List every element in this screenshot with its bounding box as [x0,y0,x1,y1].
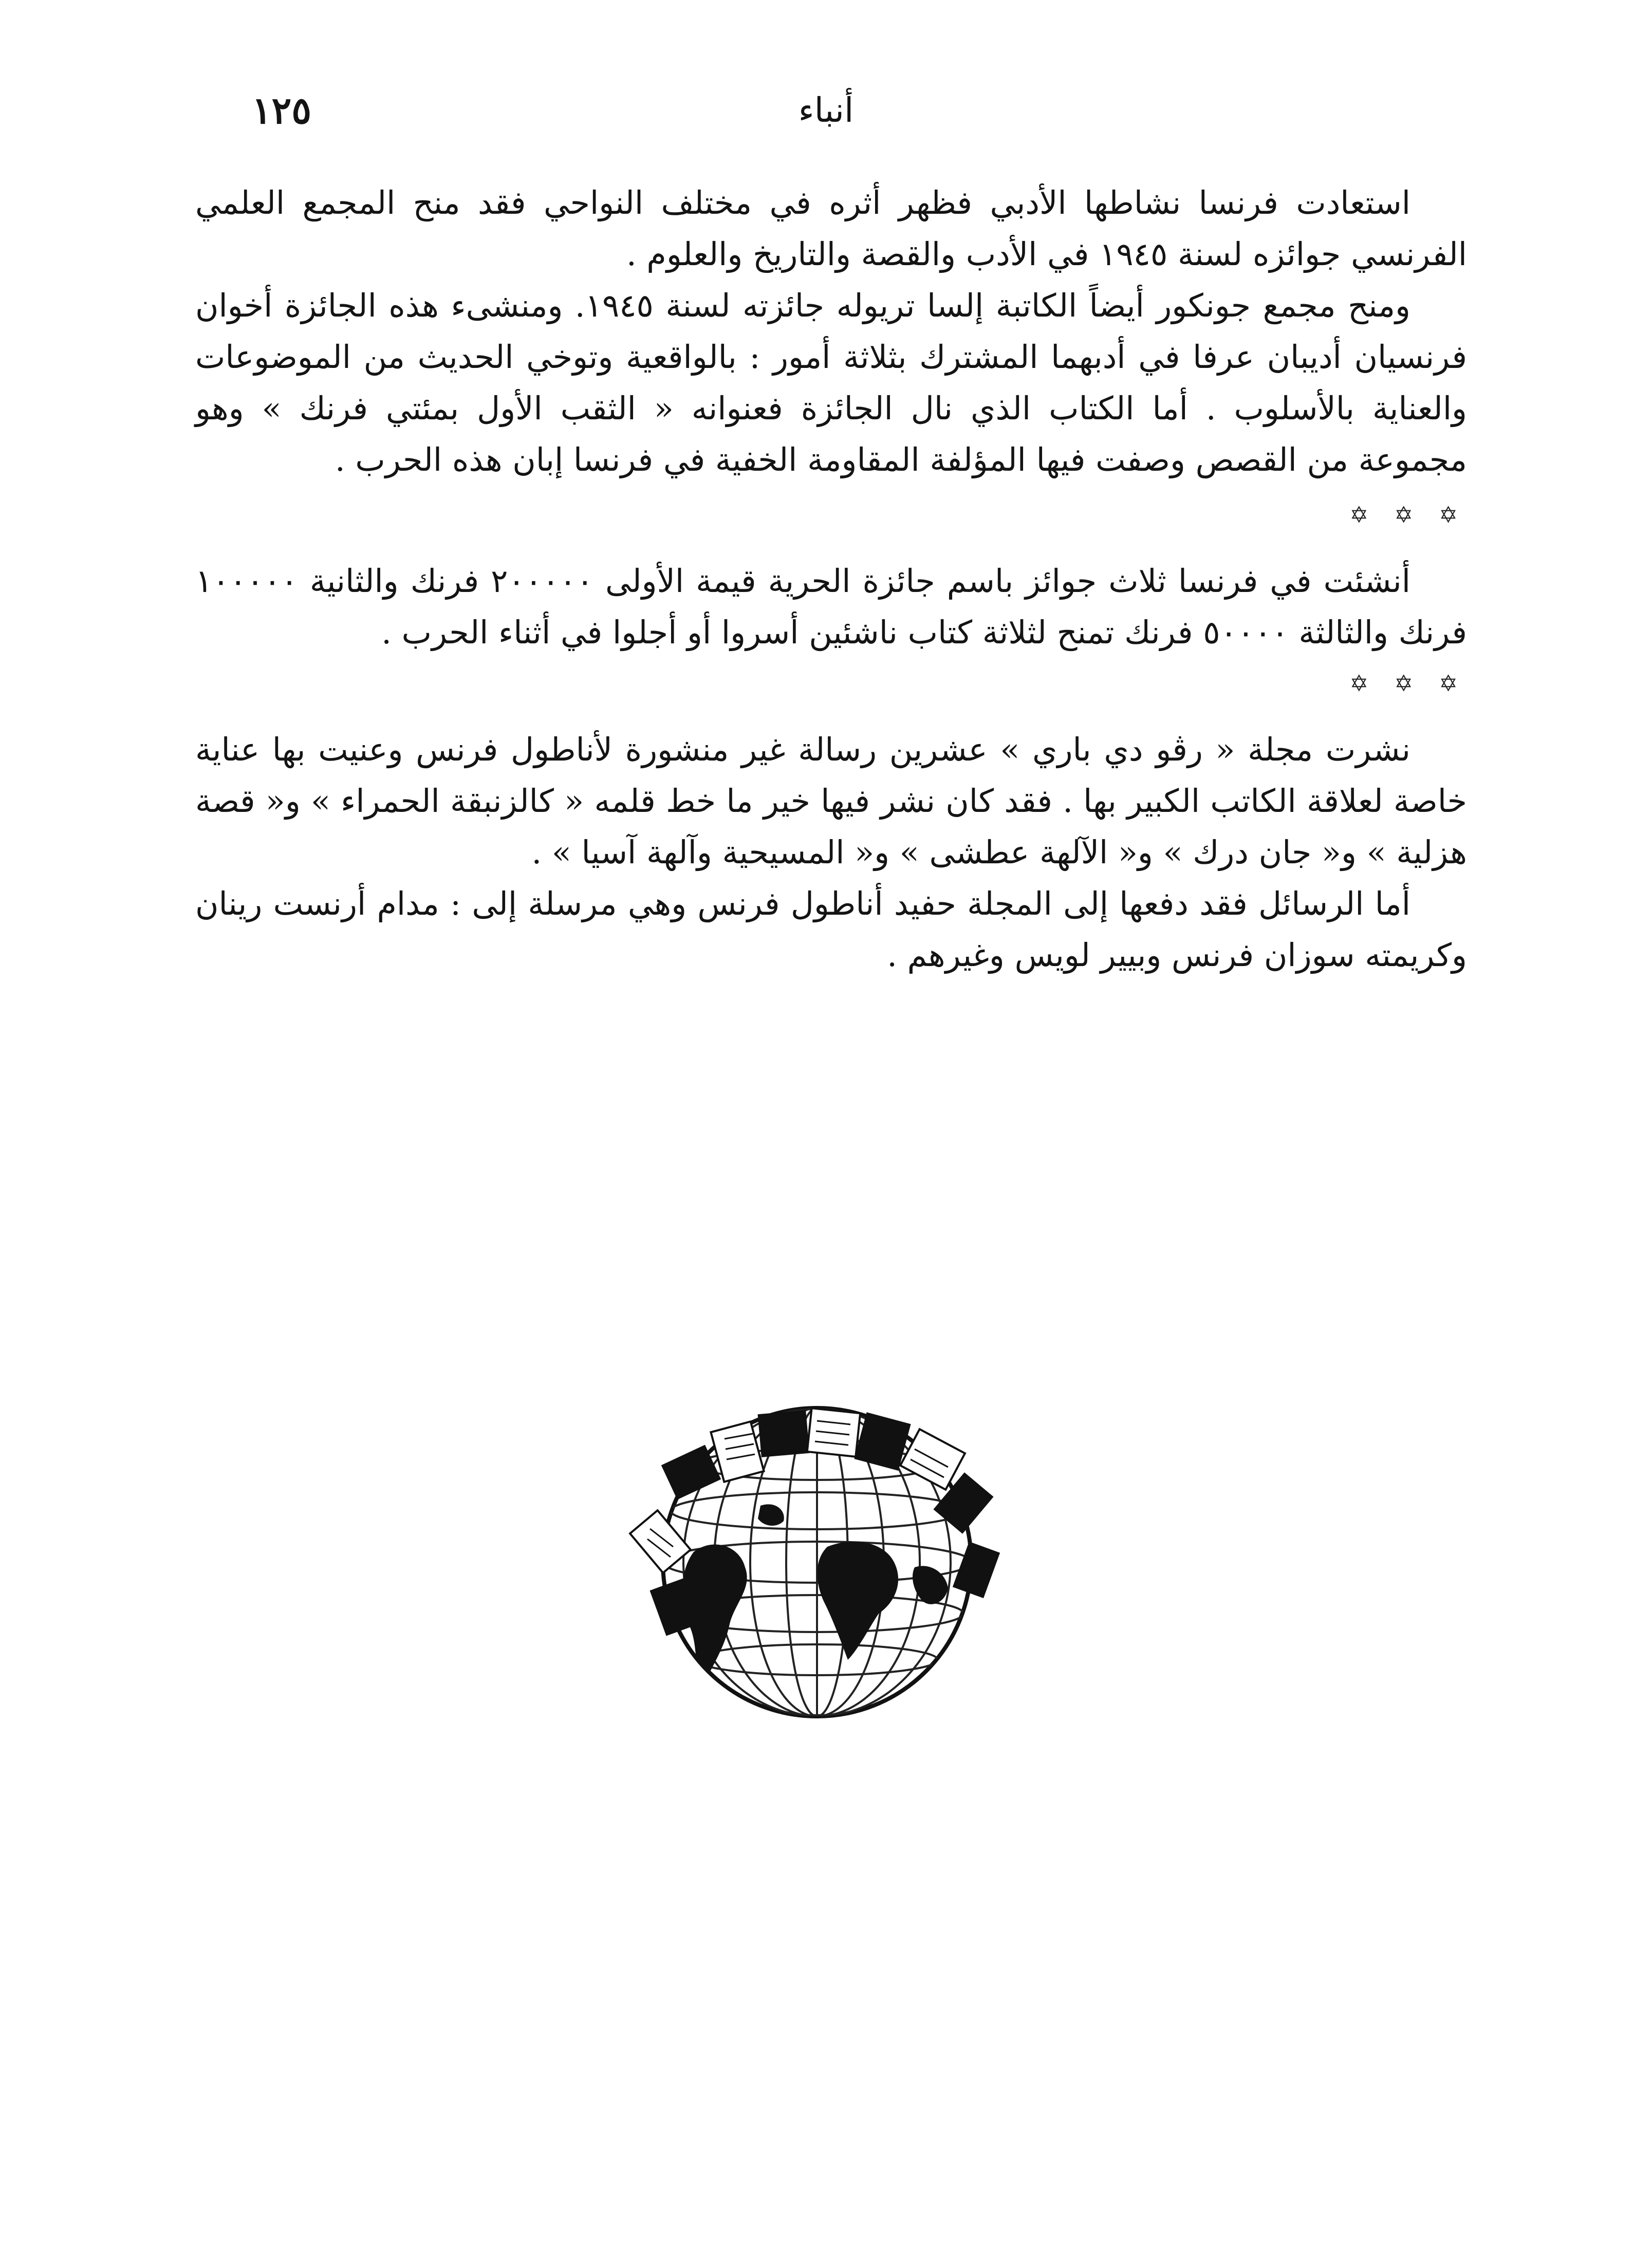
section-divider: ✡ ✡ ✡ [1349,502,1467,528]
page-number: ١٢٥ [252,88,312,132]
globe-with-books-icon [606,1382,1028,1732]
paragraph-liberty-prizes: أنشئت في فرنسا ثلاث جوائز باسم جائزة الحرية قيمة الأولى ٢٠٠٠٠٠ فرنك والثانية ١٠٠٠٠٠ فرنك والثالثة ٥٠٠٠٠ فرنك تمنح لثلاثة كتاب ناشئين أسروا أو أجلوا في أثناء الحرب . [195,562,1467,651]
running-title: أنباء [798,90,854,130]
page-header [195,82,1457,139]
paragraph-letters: أما الرسائل فقد دفعها إلى المجلة حفيد أناطول فرنس وهي مرسلة إلى : مدام أرنست رينان وكريمته سوزان فرنس وبيير لويس وغيرهم . [195,885,1467,974]
section-divider: ✡ ✡ ✡ [1349,671,1467,697]
paragraph-academy-prizes: استعادت فرنسا نشاطها الأدبي فظهر أثره في مختلف النواحي فقد منح المجمع العلمي الفرنسي جوائزه لسنة ١٩٤٥ في الأدب والقصة والتاريخ والعلوم . [195,184,1467,273]
article-body [195,177,1467,981]
paragraph-goncourt-prize: ومنح مجمع جونكور أيضاً الكاتبة إلسا تريوله جائزته لسنة ١٩٤٥. ومنشىء هذه الجائزة أخوان فرنسيان أديبان عرفا في أدبهما المشترك بثلاثة أمور : بالواقعية وتوخي الحديث من الموضوعات والعناية بالأسلوب . أما الكتاب الذي نال الجائزة فعنوانه « الثقب الأول بمئتي فرنك » وهو مجموعة من القصص وصفت فيها المؤلفة المقاومة الخفية في فرنسا إبان هذه الحرب . [195,287,1467,478]
paragraph-revue-de-paris: نشرت مجلة « رڤو دي باري » عشرين رسالة غير منشورة لأناطول فرنس وعنيت بها عناية خاصة لعلاقة الكاتب الكبير بها . فقد كان نشر فيها خير ما خط قلمه « كالزنبقة الحمراء » و« قصة هزلية » و« جان درك » و« الآلهة عطشى » و« المسيحية وآلهة آسيا » . [195,731,1467,871]
